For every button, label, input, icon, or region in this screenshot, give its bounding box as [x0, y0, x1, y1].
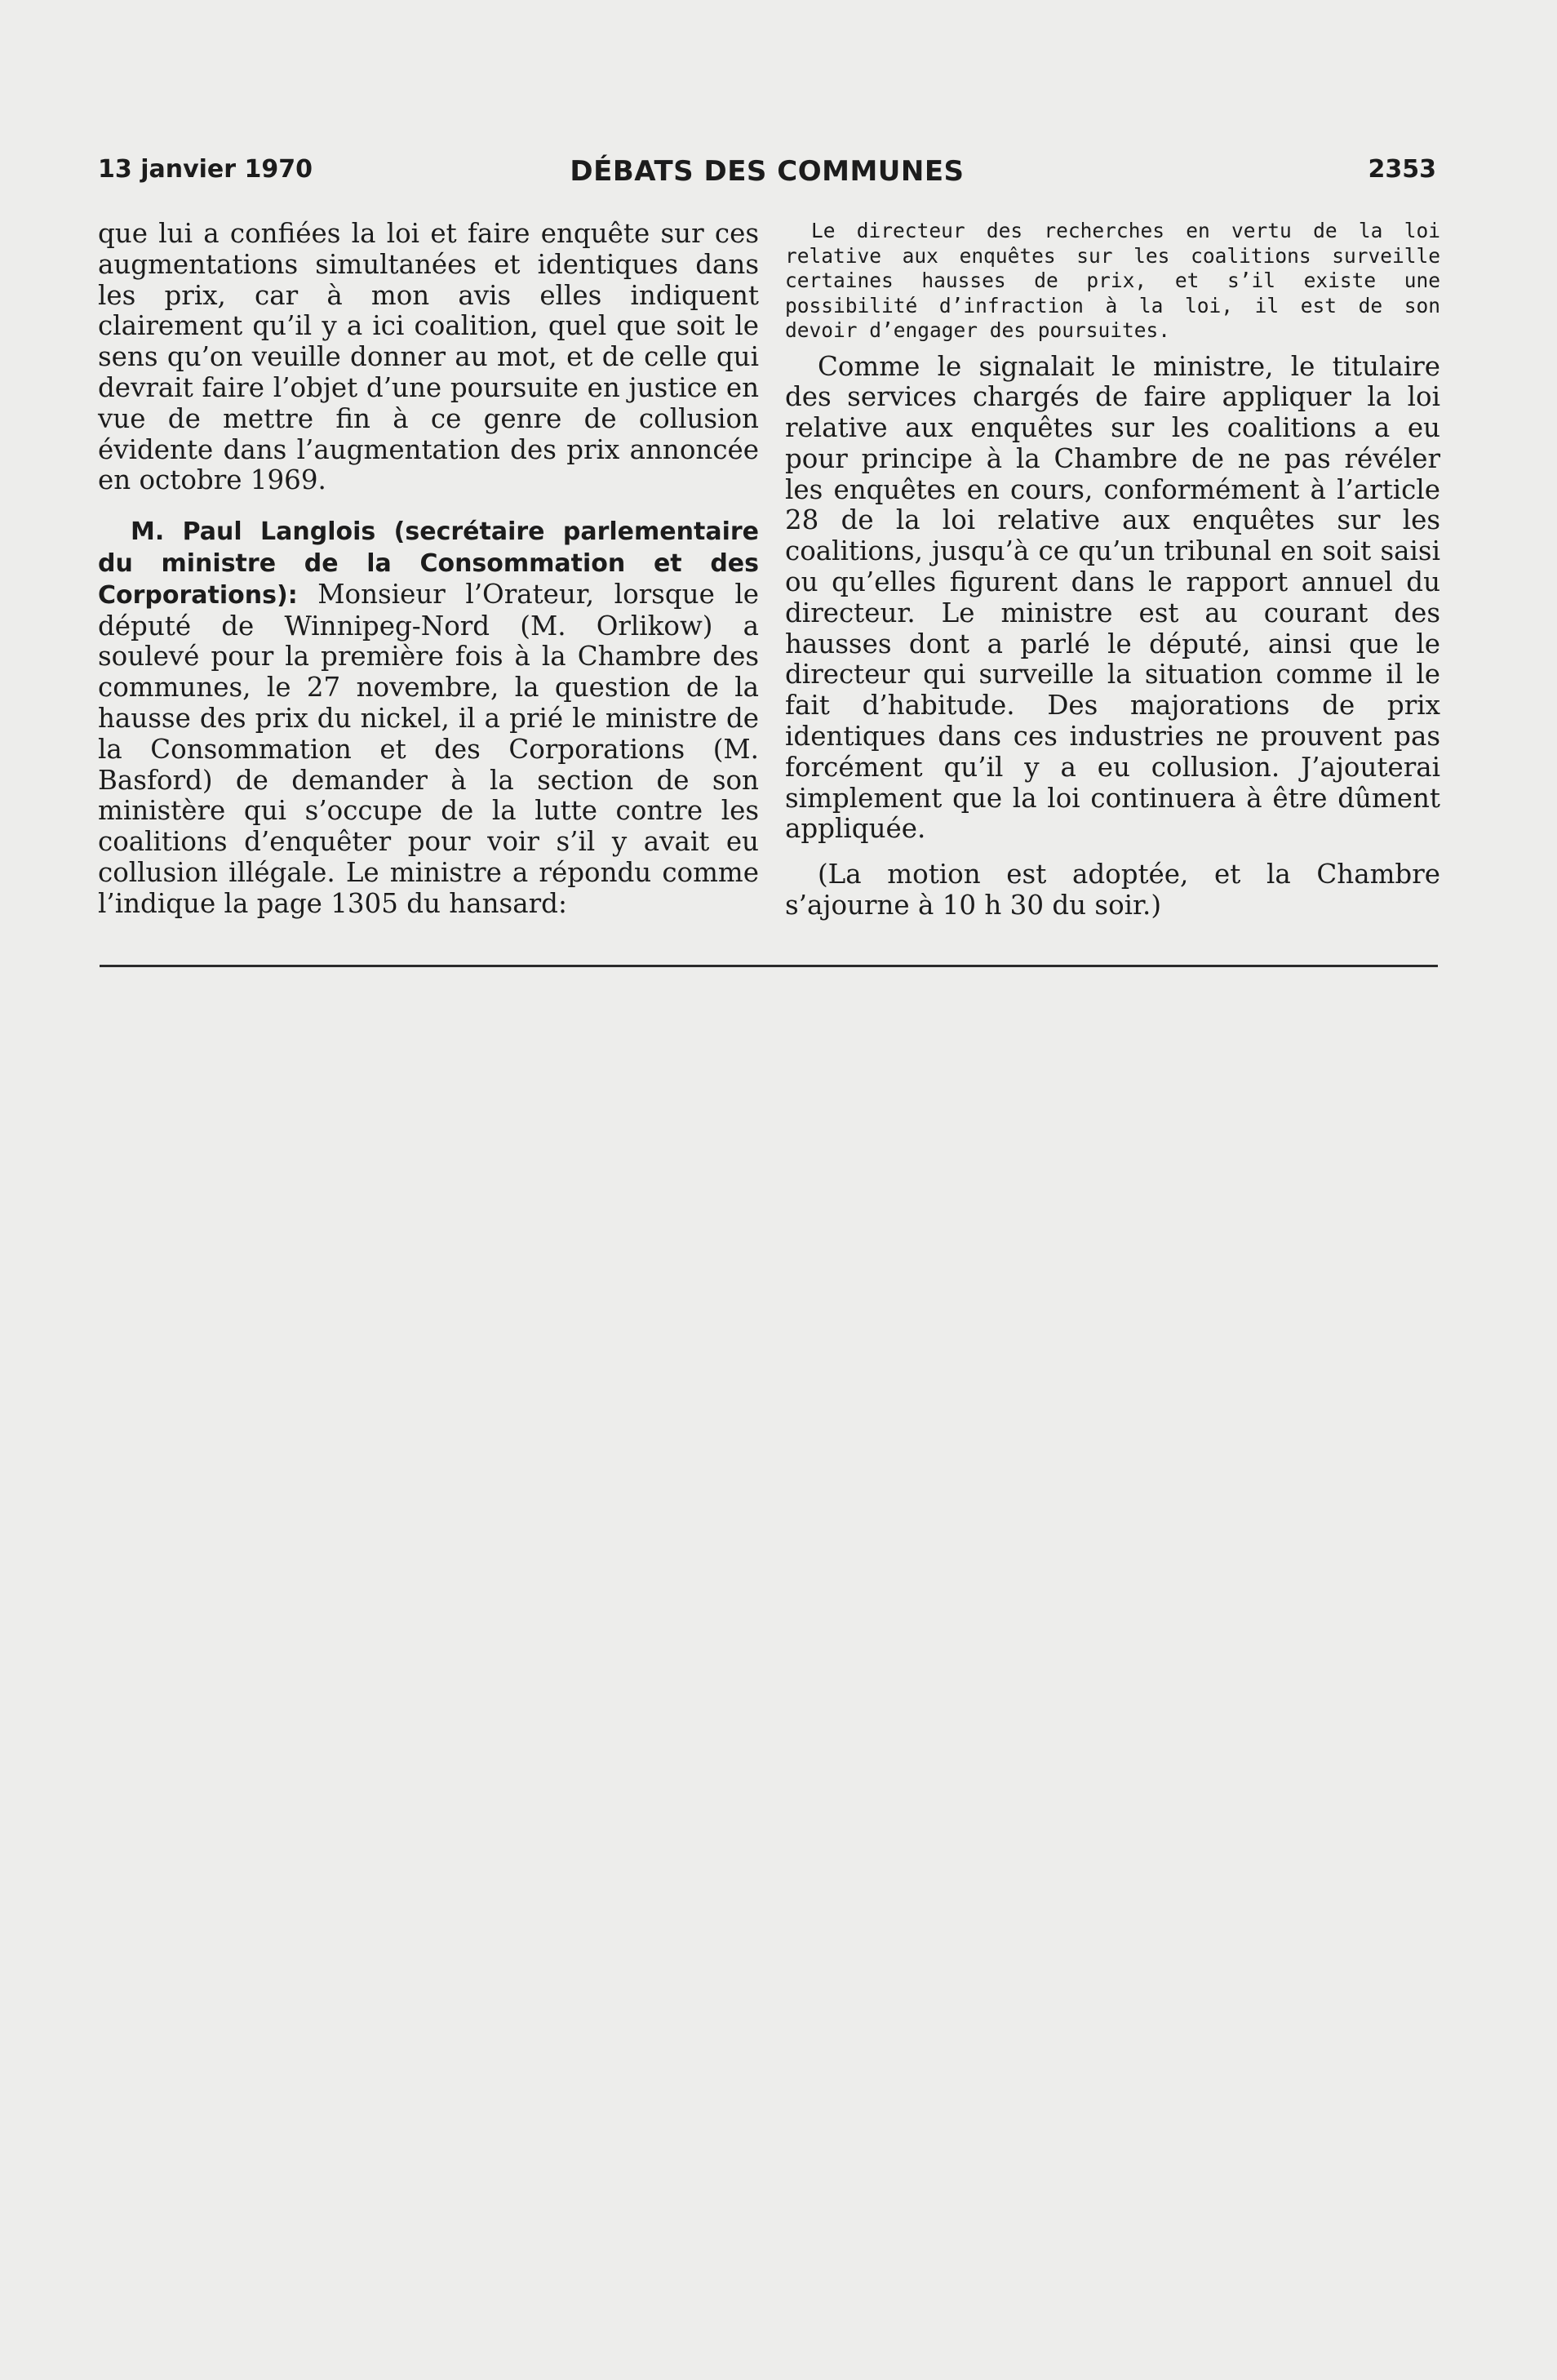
right-column	[785, 219, 1440, 921]
header-title: DÉBATS DES COMMUNES	[570, 155, 965, 188]
speaker-name: M. Paul Langlois (secrétaire parlementaire du ministre de la Consommation et des Corporations):	[98, 517, 759, 610]
reply-paragraph: Comme le signalait le ministre, le titulaire des services chargés de faire appliquer la loi relative aux enquêtes sur les coalitions a eu pour principe à la Chambre de ne pas révéler les enquêtes en cours, conformément à l’article 28 de la loi relative aux enquêtes sur les coalitions, jusqu’à ce qu’un tribunal en soit saisi ou qu’elles figurent dans le rapport annuel du directeur. Le ministre est au courant des hausses dont a parlé le député, ainsi que le directeur qui surveille la situation comme il le fait d’habitude. Des majorations de prix identiques dans ces industries ne prouvent pas forcément qu’il y a eu collusion. J’ajouterai simplement que la loi continuera à être dûment appliquée.	[785, 350, 1440, 845]
speech-paragraph	[98, 516, 759, 919]
running-header	[98, 155, 1436, 196]
page-number: 2353	[1368, 155, 1436, 184]
speech-text: Monsieur l’Orateur, lorsque le député de Winnipeg-Nord (M. Orlikow) a soulevé pour la première fois à la Chambre des communes, le 27 novembre, la question de la hausse des prix du nickel, il a prié le ministre de la Consommation et des Corporations (M. Basford) de demander à la section de son ministère qui s’occupe de la lutte contre les coalitions d’enquêter pour voir s’il y avait eu collusion illégale. Le ministre a répondu comme l’indique la page 1305 du hansard:	[98, 578, 759, 919]
left-column	[98, 219, 759, 920]
continuation-paragraph: que lui a confiées la loi et faire enquête sur ces augmentations simultanées et identiques dans les prix, car à mon avis elles indiquent clairement qu’il y a ici coalition, quel que soit le sens qu’on veuille donner au mot, et de celle qui devrait faire l’objet d’une poursuite en justice en vue de mettre fin à ce genre de collusion évidente dans l’augmentation des prix annoncée en octobre 1969.	[98, 218, 759, 496]
header-date: 13 janvier 1970	[98, 155, 313, 184]
motion-note: (La motion est adoptée, et la Chambre s’ajourne à 10 h 30 du soir.)	[785, 859, 1440, 921]
end-rule-divider	[100, 965, 1438, 967]
quotation-block: Le directeur des recherches en vertu de la loi relative aux enquêtes sur les coalitions surveille certaines hausses de prix, et s’il existe une possibilité d’infraction à la loi, il est de son devoir d’engager des poursuites.	[785, 219, 1440, 342]
